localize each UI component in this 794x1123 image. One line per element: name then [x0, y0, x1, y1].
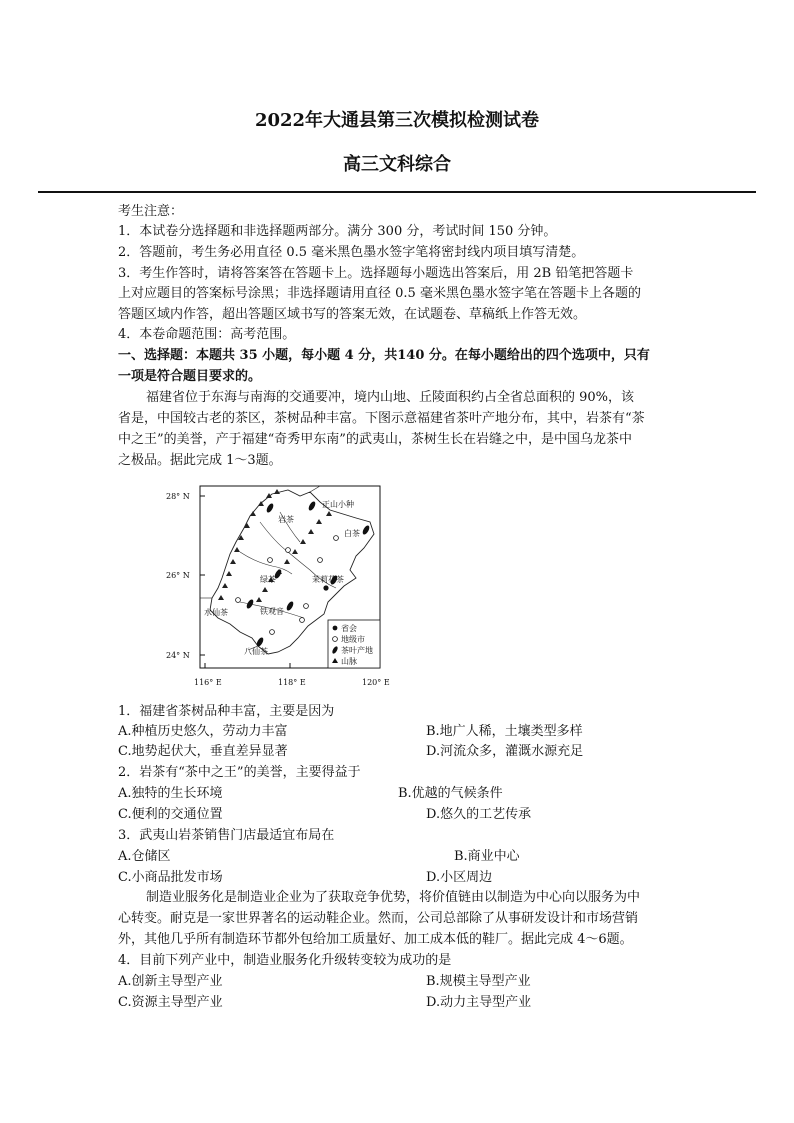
question-4-stem: 4．目前下列产业中，制造业服务化升级转变较为成功的是 [118, 953, 452, 968]
notice-line: 2．答题前，考生务必用直径 0.5 毫米黑色墨水签字笔将密封线内项目填写清楚。 [118, 245, 585, 260]
label-yancha: 岩茶 [278, 515, 294, 524]
label-moli-huacha: 茉莉花茶 [312, 575, 344, 584]
notice-heading: 考生注意： [118, 204, 184, 219]
fujian-tea-map [160, 482, 390, 694]
label-baxiancha: 八仙茶 [244, 647, 268, 656]
question-1-stem: 1．福建省茶树品种丰富，主要是因为 [118, 704, 335, 719]
legend-capital: 省会 [341, 624, 357, 633]
lat-label: 26° N [166, 571, 190, 580]
q2-option-c[interactable]: C.便利的交通位置 [118, 807, 223, 822]
q3-option-d[interactable]: D.小区周边 [426, 870, 493, 885]
label-lvcha: 绿茶 [260, 575, 276, 584]
map-legend [328, 620, 380, 668]
exam-title: 2022年大通县第三次模拟检测试卷 [254, 110, 540, 131]
legend-capital-icon [333, 626, 338, 631]
section-heading-cont: 一项是符合题目要求的。 [118, 369, 262, 384]
passage2-line: 心转变。耐克是一家世界著名的运动鞋企业。然而，公司总部除了从事研发设计和市场营销 [118, 911, 639, 926]
passage-line: 之极品。据此完成 1～3题。 [118, 453, 282, 468]
passage2-line: 制造业服务化是制造业企业为了获取竞争优势，将价值链由以制造为中心向以服务为中 [146, 890, 641, 905]
lon-label: 120° E [362, 678, 390, 687]
notice-line: 上对应题目的答案标号涂黑；非选择题请用直径 0.5 毫米黑色墨水签字笔在答题卡上各题的 [118, 286, 641, 301]
provincial-capital-icon [323, 585, 328, 590]
q4-option-b[interactable]: B.规模主导型产业 [426, 974, 531, 989]
exam-subtitle: 高三文科综合 [343, 154, 451, 175]
notice-line: 4．本卷命题范围：高考范围。 [118, 327, 296, 342]
legend-city-icon [333, 637, 338, 642]
header-divider [38, 191, 756, 193]
notice-line: 1．本试卷分选择题和非选择题两部分。满分 300 分，考试时间 150 分钟。 [118, 224, 557, 239]
q3-option-a[interactable]: A.仓储区 [118, 849, 171, 864]
q4-option-d[interactable]: D.动力主导型产业 [426, 995, 532, 1010]
lon-label: 118° E [278, 678, 306, 687]
q2-option-d[interactable]: D.悠久的工艺传承 [426, 807, 532, 822]
lon-label: 116° E [194, 678, 222, 687]
passage2-line: 外，其他几乎所有制造环节都外包给加工质量好、加工成本低的鞋厂。据此完成 4～6题。 [118, 932, 633, 947]
section-heading: 一、选择题：本题共 35 小题，每小题 4 分，共140 分。在每小题给出的四个选项中，只有 [118, 348, 650, 363]
q2-option-b[interactable]: B.优越的气候条件 [398, 786, 503, 801]
q4-option-c[interactable]: C.资源主导型产业 [118, 995, 223, 1010]
question-2-stem: 2．岩茶有“茶中之王”的美誉，主要得益于 [118, 765, 361, 780]
label-shuixiancha: 水仙茶 [204, 608, 228, 617]
legend-tea: 茶叶产地 [341, 646, 373, 655]
passage-line: 福建省位于东海与南海的交通要冲，境内山地、丘陵面积约占全省总面积的 90%，该 [146, 390, 635, 405]
notice-line: 3．考生作答时，请将答案答在答题卡上。选择题每小题选出答案后，用 2B 铅笔把答题卡 [118, 266, 634, 281]
label-tieguanyin: 铁观音 [260, 607, 284, 616]
q1-option-d[interactable]: D.河流众多，灌溉水源充足 [426, 744, 584, 759]
q3-option-c[interactable]: C.小商品批发市场 [118, 870, 223, 885]
q1-option-c[interactable]: C.地势起伏大，垂直差异显著 [118, 744, 288, 759]
question-3-stem: 3．武夷山岩茶销售门店最适宜布局在 [118, 828, 335, 843]
legend-mountain: 山脉 [341, 657, 357, 666]
label-zhengshan-xiaozhong: 正山小种 [322, 500, 354, 509]
label-baicha: 白茶 [344, 529, 360, 538]
q4-option-a[interactable]: A.创新主导型产业 [118, 974, 223, 989]
notice-line: 答题区域内作答，超出答题区域书写的答案无效，在试题卷、草稿纸上作答无效。 [118, 307, 587, 322]
mountain-range-central [256, 511, 332, 602]
lat-label: 24° N [166, 651, 190, 660]
q2-option-a[interactable]: A.独特的生长环境 [118, 786, 223, 801]
q3-option-b[interactable]: B.商业中心 [454, 849, 520, 864]
lat-label: 28° N [166, 492, 190, 501]
q1-option-b[interactable]: B.地广人稀，土壤类型多样 [426, 724, 583, 739]
passage-line: 中之王”的美誉，产于福建“奇秀甲东南”的武夷山，茶树生长在岩缝之中，是中国乌龙茶中 [118, 432, 632, 447]
prefecture-city-icons [236, 536, 339, 635]
passage-line: 省是，中国较古老的茶区，茶树品种丰富。下图示意福建省茶叶产地分布，其中，岩茶有“茶 [118, 411, 645, 426]
legend-city: 地级市 [341, 635, 365, 644]
q1-option-a[interactable]: A.种植历史悠久，劳动力丰富 [118, 724, 288, 739]
